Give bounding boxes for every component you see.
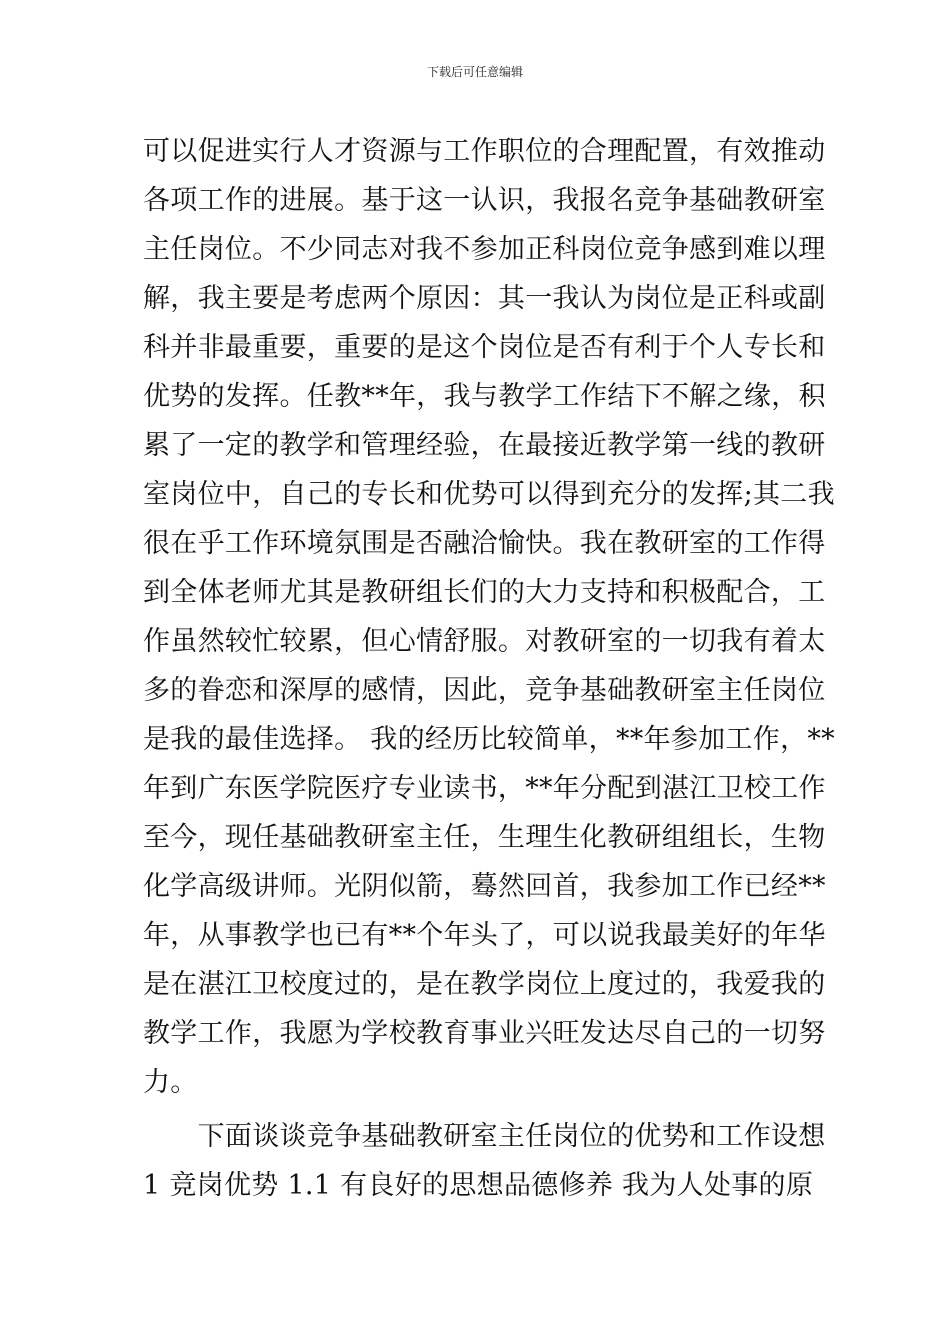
paragraph-start-line: 下面谈谈竞争基础教研室主任岗位的优势和工作设想	[143, 1121, 826, 1152]
body-text	[143, 127, 835, 1210]
text-line: 是在湛江卫校度过的，是在教学岗位上度过的，我爱我的	[143, 969, 826, 1000]
text-line: 很在乎工作环境氛围是否融洽愉快。我在教研室的工作得	[143, 528, 826, 559]
text-line: 累了一定的教学和管理经验，在最接近教学第一线的教研	[143, 430, 826, 461]
page-header: 下载后可任意编辑	[426, 65, 523, 79]
text-line: 年到广东医学院医疗专业读书，**年分配到湛江卫校工作	[143, 773, 826, 804]
text-line: 是我的最佳选择。 我的经历比较简单，**年参加工作，**	[143, 724, 835, 755]
text-line: 优势的发挥。任教**年，我与教学工作结下不解之缘，积	[143, 381, 826, 412]
text-line: 至今，现任基础教研室主任，生理生化教研组组长，生物	[143, 822, 826, 853]
text-line: 年，从事教学也已有**个年头了，可以说我最美好的年华	[143, 920, 826, 951]
text-line: 多的眷恋和深厚的感情，因此，竞争基础教研室主任岗位	[143, 675, 826, 706]
text-line: 1 竞岗优势 1.1 有良好的思想品德修养 我为人处事的原	[143, 1170, 814, 1201]
text-line: 科并非最重要，重要的是这个岗位是否有利于个人专长和	[143, 332, 826, 363]
text-line: 作虽然较忙较累，但心情舒服。对教研室的一切我有着太	[143, 626, 826, 657]
text-line: 化学高级讲师。光阴似箭，蓦然回首，我参加工作已经**	[143, 871, 826, 902]
text-line: 解，我主要是考虑两个原因：其一我认为岗位是正科或副	[143, 283, 826, 314]
text-line: 各项工作的进展。基于这一认识，我报名竞争基础教研室	[143, 185, 826, 216]
text-line: 教学工作，我愿为学校教育事业兴旺发达尽自己的一切努	[143, 1018, 826, 1049]
text-line: 到全体老师尤其是教研组长们的大力支持和积极配合，工	[143, 577, 826, 608]
text-line: 主任岗位。不少同志对我不参加正科岗位竞争感到难以理	[143, 234, 826, 265]
text-line: 室岗位中，自己的专长和优势可以得到充分的发挥;其二我	[143, 479, 835, 510]
text-line: 力。	[143, 1067, 198, 1098]
text-line: 可以促进实行人才资源与工作职位的合理配置，有效推动	[143, 136, 826, 167]
